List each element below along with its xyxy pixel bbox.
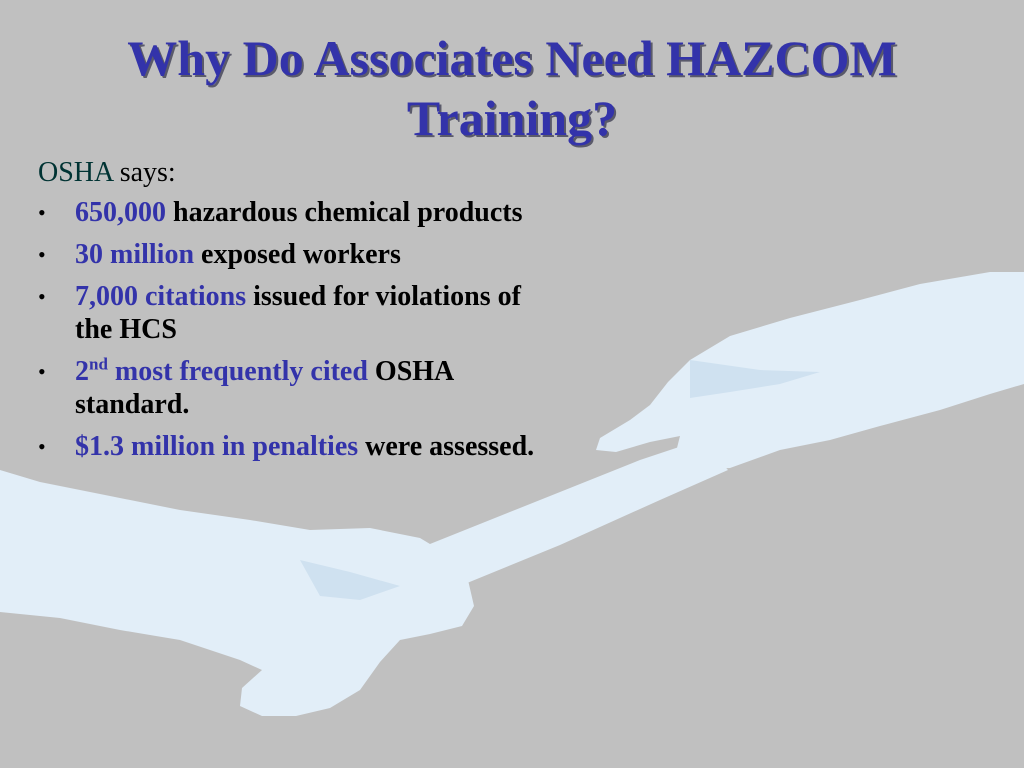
bullet-text: OSHA standard.: [75, 356, 453, 420]
right-hand: [596, 272, 1024, 470]
bullet-text: were assessed.: [358, 431, 535, 462]
bullet-text: issued for violations of the HCS: [75, 281, 521, 345]
bullet-highlight: 7,000 citations: [75, 281, 247, 312]
list-item: [38, 280, 558, 346]
bullet-highlight: $1.3 million in penalties: [75, 431, 359, 462]
bullet-highlight-text: most frequently cited: [107, 356, 368, 387]
intro-osha: OSHA: [38, 157, 113, 188]
list-item: [38, 238, 558, 271]
bullet-highlight: [75, 356, 368, 387]
bullet-glyph: •: [38, 359, 46, 384]
bullet-text: hazardous chemical products: [166, 197, 523, 228]
list-item: [38, 355, 558, 421]
slide-title: Why Do Associates Need HAZCOM Training?: [127, 30, 897, 146]
intro-line: [38, 156, 176, 190]
bullet-glyph: •: [38, 242, 46, 267]
left-hand: [0, 470, 474, 716]
bullet-highlight-number: 2: [75, 356, 89, 387]
intro-says: says:: [112, 157, 176, 188]
bullet-glyph: •: [38, 284, 46, 309]
ordinal-suffix: nd: [89, 354, 108, 374]
bullet-highlight: 650,000: [75, 197, 166, 228]
list-item: [38, 430, 558, 463]
statistics-list: [38, 196, 558, 472]
bullet-glyph: •: [38, 434, 46, 459]
bullet-text: exposed workers: [194, 239, 401, 270]
bullet-highlight: 30 million: [75, 239, 195, 270]
bullet-glyph: •: [38, 200, 46, 225]
list-item: [38, 196, 558, 229]
